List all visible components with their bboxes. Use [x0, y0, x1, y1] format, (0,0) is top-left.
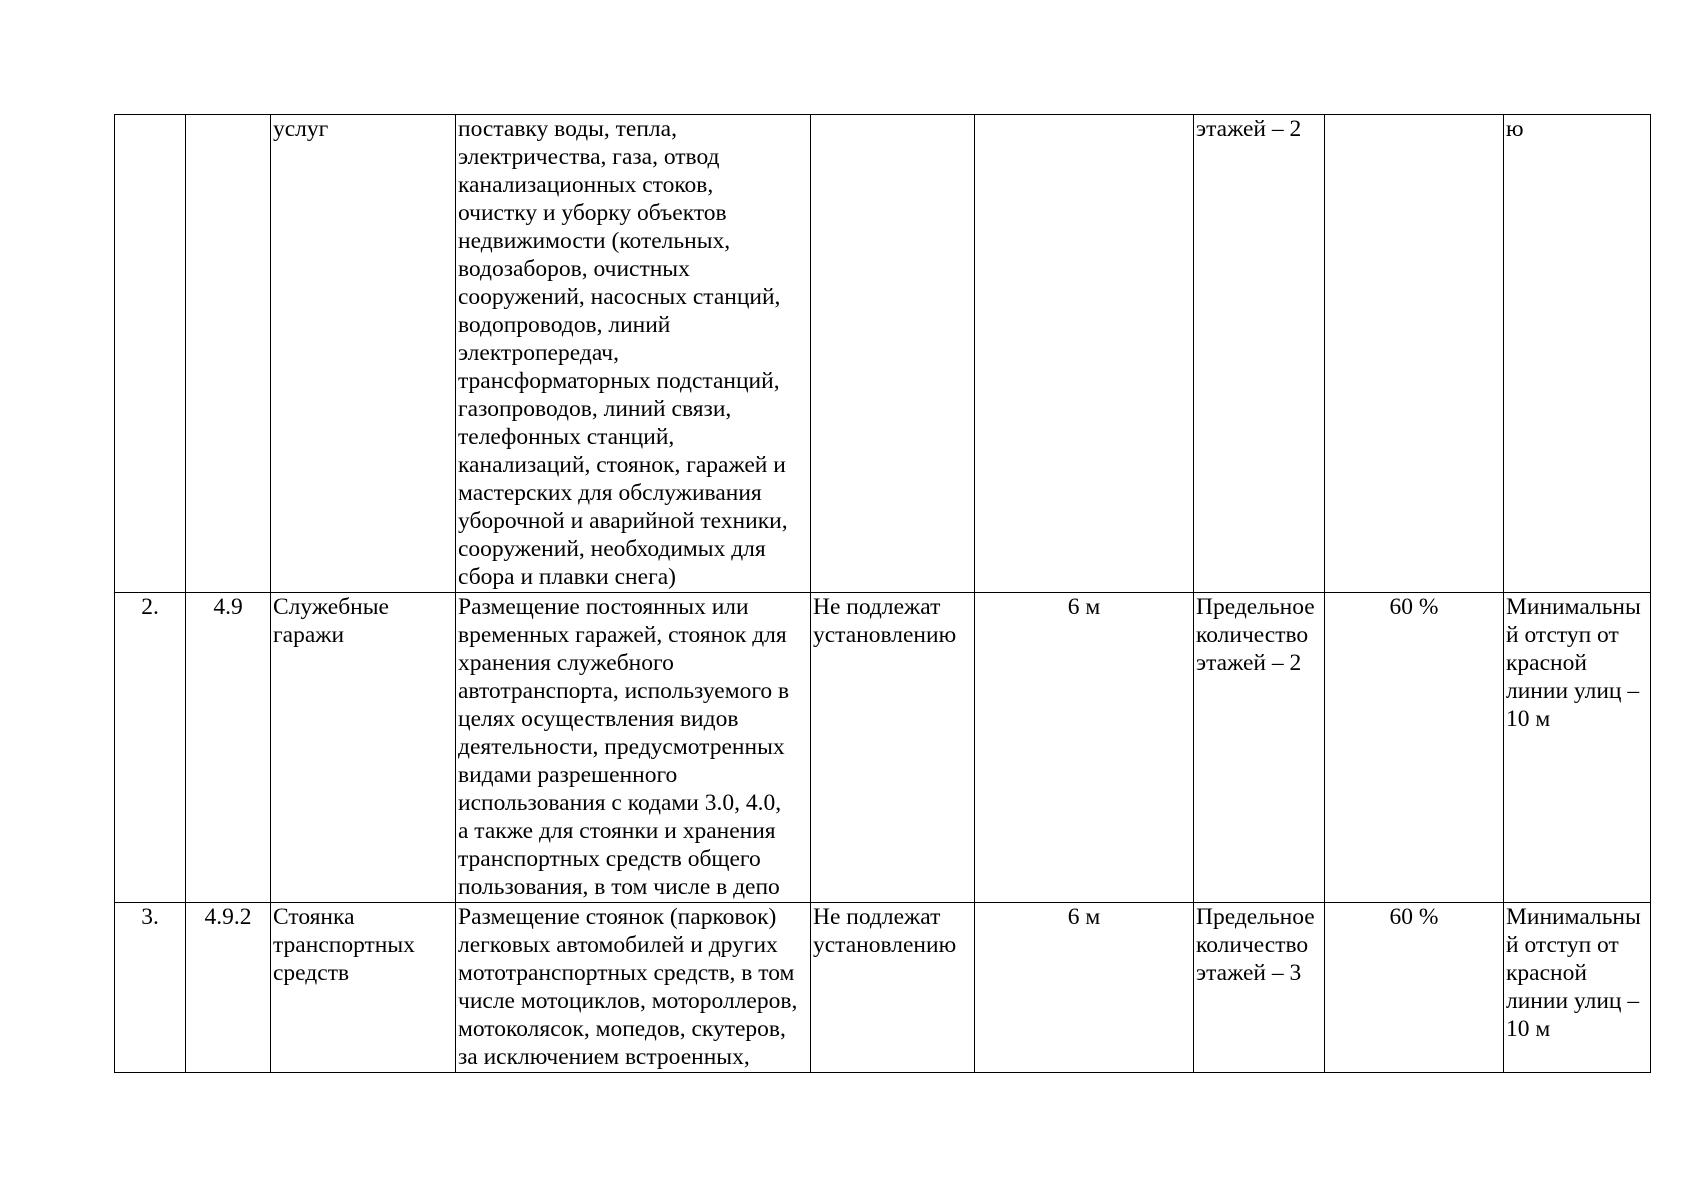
- setback-cell: ю: [1504, 115, 1651, 593]
- floors-cell: Предельное количество этажей – 2: [1194, 593, 1325, 903]
- plot-size-cell: [811, 115, 975, 593]
- max-height-cell: 6 м: [975, 593, 1194, 903]
- use-code-cell: 4.9: [186, 593, 271, 903]
- coverage-cell: 60 %: [1325, 593, 1504, 903]
- row-number-cell: [115, 115, 186, 593]
- floors-cell: Предельное количество этажей – 3: [1194, 903, 1325, 1073]
- plot-size-cell: Не подлежат установлению: [811, 903, 975, 1073]
- use-code-cell: [186, 115, 271, 593]
- setback-cell: Минимальны й отступ от красной линии улиц – 10 м: [1504, 593, 1651, 903]
- use-description-cell: Размещение постоянных или временных гаражей, стоянок для хранения служебного автотранспорта, используемого в целях осуществления видов деятельности, предусмотренных видами разрешенного использования с кодами 3.0, 4.0, а также для стоянки и хранения транспортных средств общего пользования, в том числе в депо: [456, 593, 811, 903]
- table-row: [115, 593, 1651, 903]
- land-use-table: [114, 114, 1651, 1073]
- plot-size-cell: Не подлежат установлению: [811, 593, 975, 903]
- row-number-cell: 3.: [115, 903, 186, 1073]
- max-height-cell: 6 м: [975, 903, 1194, 1073]
- table-row: [115, 903, 1651, 1073]
- setback-cell: Минимальны й отступ от красной линии улиц – 10 м: [1504, 903, 1651, 1073]
- table-row: [115, 115, 1651, 593]
- use-name-cell: Служебные гаражи: [271, 593, 456, 903]
- use-name-cell: услуг: [271, 115, 456, 593]
- coverage-cell: [1325, 115, 1504, 593]
- row-number-cell: 2.: [115, 593, 186, 903]
- use-name-cell: Стоянка транспортных средств: [271, 903, 456, 1073]
- coverage-cell: 60 %: [1325, 903, 1504, 1073]
- use-description-cell: поставку воды, тепла, электричества, газа, отвод канализационных стоков, очистку и уборку объектов недвижимости (котельных, водозаборов, очистных сооружений, насосных станций, водопроводов, линий электропередач, трансформаторных подстанций, газопроводов, линий связи, телефонных станций, канализаций, стоянок, гаражей и мастерских для обслуживания уборочной и аварийной техники, сооружений, необходимых для сбора и плавки снега): [456, 115, 811, 593]
- max-height-cell: [975, 115, 1194, 593]
- use-description-cell: Размещение стоянок (парковок) легковых автомобилей и других мототранспортных средств, в том числе мотоциклов, мотороллеров, мотоколясок, мопедов, скутеров, за исключением встроенных,: [456, 903, 811, 1073]
- use-code-cell: 4.9.2: [186, 903, 271, 1073]
- floors-cell: этажей – 2: [1194, 115, 1325, 593]
